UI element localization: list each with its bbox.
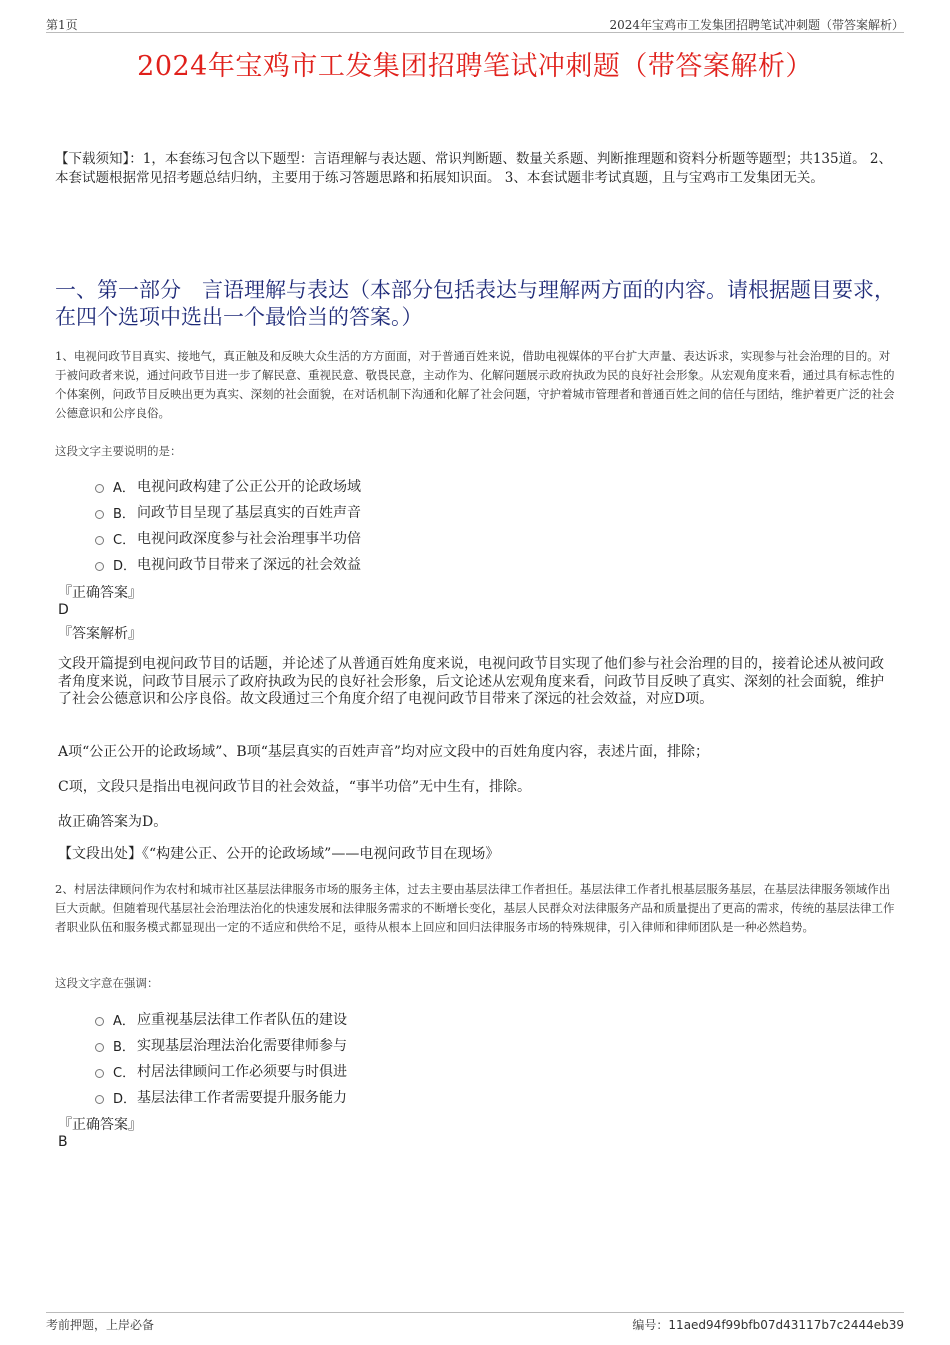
analysis-paragraph: A项“公正公开的论政场域”、B项“基层真实的百姓声音”均对应文段中的百姓角度内容，表述片面，排除； — [58, 744, 710, 760]
answer-label: 『正确答案』 — [58, 1117, 142, 1133]
radio-icon[interactable] — [95, 562, 104, 571]
analysis-conclusion: 故正确答案为D。 — [58, 814, 168, 830]
page-footer — [46, 1312, 904, 1333]
question-1-prompt: 这段文字主要说明的是： — [55, 444, 182, 458]
question-2-options — [95, 1006, 347, 1110]
option-d[interactable]: D． 基层法律工作者需要提升服务能力 — [95, 1084, 347, 1110]
download-notice: 【下载须知】：1，本套练习包含以下题型：言语理解与表达题、常识判断题、数量关系题、判断推理题和资料分析题等题型；共135道。 2、本套试题根据常见招考题总结归纳，主要用于练习答题思路和拓展知识面。 3、本套试题非考试真题，且与宝鸡市工发集团无关。 — [55, 151, 892, 186]
radio-icon[interactable] — [95, 536, 104, 545]
radio-icon[interactable] — [95, 510, 104, 519]
option-d[interactable]: D． 电视问政节目带来了深远的社会效益 — [95, 551, 361, 577]
question-1-options — [95, 473, 361, 577]
option-b[interactable]: B． 问政节目呈现了基层真实的百姓声音 — [95, 499, 361, 525]
option-a[interactable]: A． 电视问政构建了公正公开的论政场域 — [95, 473, 361, 499]
radio-icon[interactable] — [95, 1017, 104, 1026]
analysis-paragraph: 文段开篇提到电视问政节目的话题，并论述了从普通百姓角度来说，电视问政节目实现了他们参与社会治理的目的，接着论述从被问政者角度来说，问政节目展示了政府执政为民的良好社会形象，后文论述从宏观角度来看，问政节目反映了真实、深刻的社会面貌，维护了社会公德意识和公序良俗。故文段通过三个角度介绍了电视问政节目带来了深远的社会效益，对应D项。 — [58, 656, 884, 707]
radio-icon[interactable] — [95, 1069, 104, 1078]
option-a[interactable]: A． 应重视基层法律工作者队伍的建设 — [95, 1006, 347, 1032]
radio-icon[interactable] — [95, 484, 104, 493]
page-number: 第1页 — [46, 18, 78, 32]
analysis-paragraph: C项，文段只是指出电视问政节目的社会效益，“事半功倍”无中生有，排除。 — [58, 779, 532, 795]
section-heading: 一、第一部分 言语理解与表达（本部分包括表达与理解两方面的内容。请根据题目要求，在四个选项中选出一个最恰当的答案。） — [55, 278, 895, 329]
question-1-text: 1、电视问政节目真实、接地气，真正触及和反映大众生活的方方面面，对于普通百姓来说，借助电视媒体的平台扩大声量、表达诉求，实现参与社会治理的目的。对于被问政者来说，通过问政节目进一步了解民意、重视民意、敬畏民意，主动作为、化解问题展示政府执政为民的良好社会形象。从宏观角度来看，通过具有标志性的个体案例，问政节目反映出更为真实、深刻的社会面貌，在对话机制下沟通和化解了社会问题，守护着城市管理者和普通百姓之间的信任与团结，维护着更广泛的社会公德意识和公序良俗。 — [55, 349, 895, 420]
option-b[interactable]: B． 实现基层治理法治化需要律师参与 — [95, 1032, 347, 1058]
footer-code: 编号：11aed94f99bfb07d43117b7c2444eb39 — [632, 1318, 904, 1332]
radio-icon[interactable] — [95, 1095, 104, 1104]
option-c[interactable]: C． 电视问政深度参与社会治理事半功倍 — [95, 525, 361, 551]
question-2-prompt: 这段文字意在强调： — [55, 976, 159, 990]
document-title: 2024年宝鸡市工发集团招聘笔试冲刺题（带答案解析） — [137, 51, 813, 82]
question-2-text: 2、村居法律顾问作为农村和城市社区基层法律服务市场的服务主体，过去主要由基层法律工作者担任。基层法律工作者扎根基层服务基层，在基层法律服务领域作出巨大贡献。但随着现代基层社会治理法治化的快速发展和法律服务需求的不断增长变化，基层人民群众对法律服务产品和质量提出了更高的需求，传统的基层法律工作者职业队伍和服务模式都显现出一定的不适应和供给不足，亟待从根本上回应和回归法律服务市场的特殊规律，引入律师和律师团队是一种必然趋势。 — [55, 882, 895, 934]
radio-icon[interactable] — [95, 1043, 104, 1052]
option-c[interactable]: C． 村居法律顾问工作必须要与时俱进 — [95, 1058, 347, 1084]
analysis-label: 『答案解析』 — [58, 626, 142, 642]
analysis-source: 【文段出处】《“构建公正、公开的论政场域”——电视问政节目在现场》 — [58, 846, 500, 862]
page-header — [46, 14, 904, 33]
answer-value: B — [58, 1134, 68, 1150]
answer-label: 『正确答案』 — [58, 585, 142, 601]
header-doc-title: 2024年宝鸡市工发集团招聘笔试冲刺题（带答案解析） — [609, 18, 904, 32]
answer-value: D — [58, 602, 69, 618]
footer-slogan: 考前押题，上岸必备 — [46, 1318, 155, 1332]
